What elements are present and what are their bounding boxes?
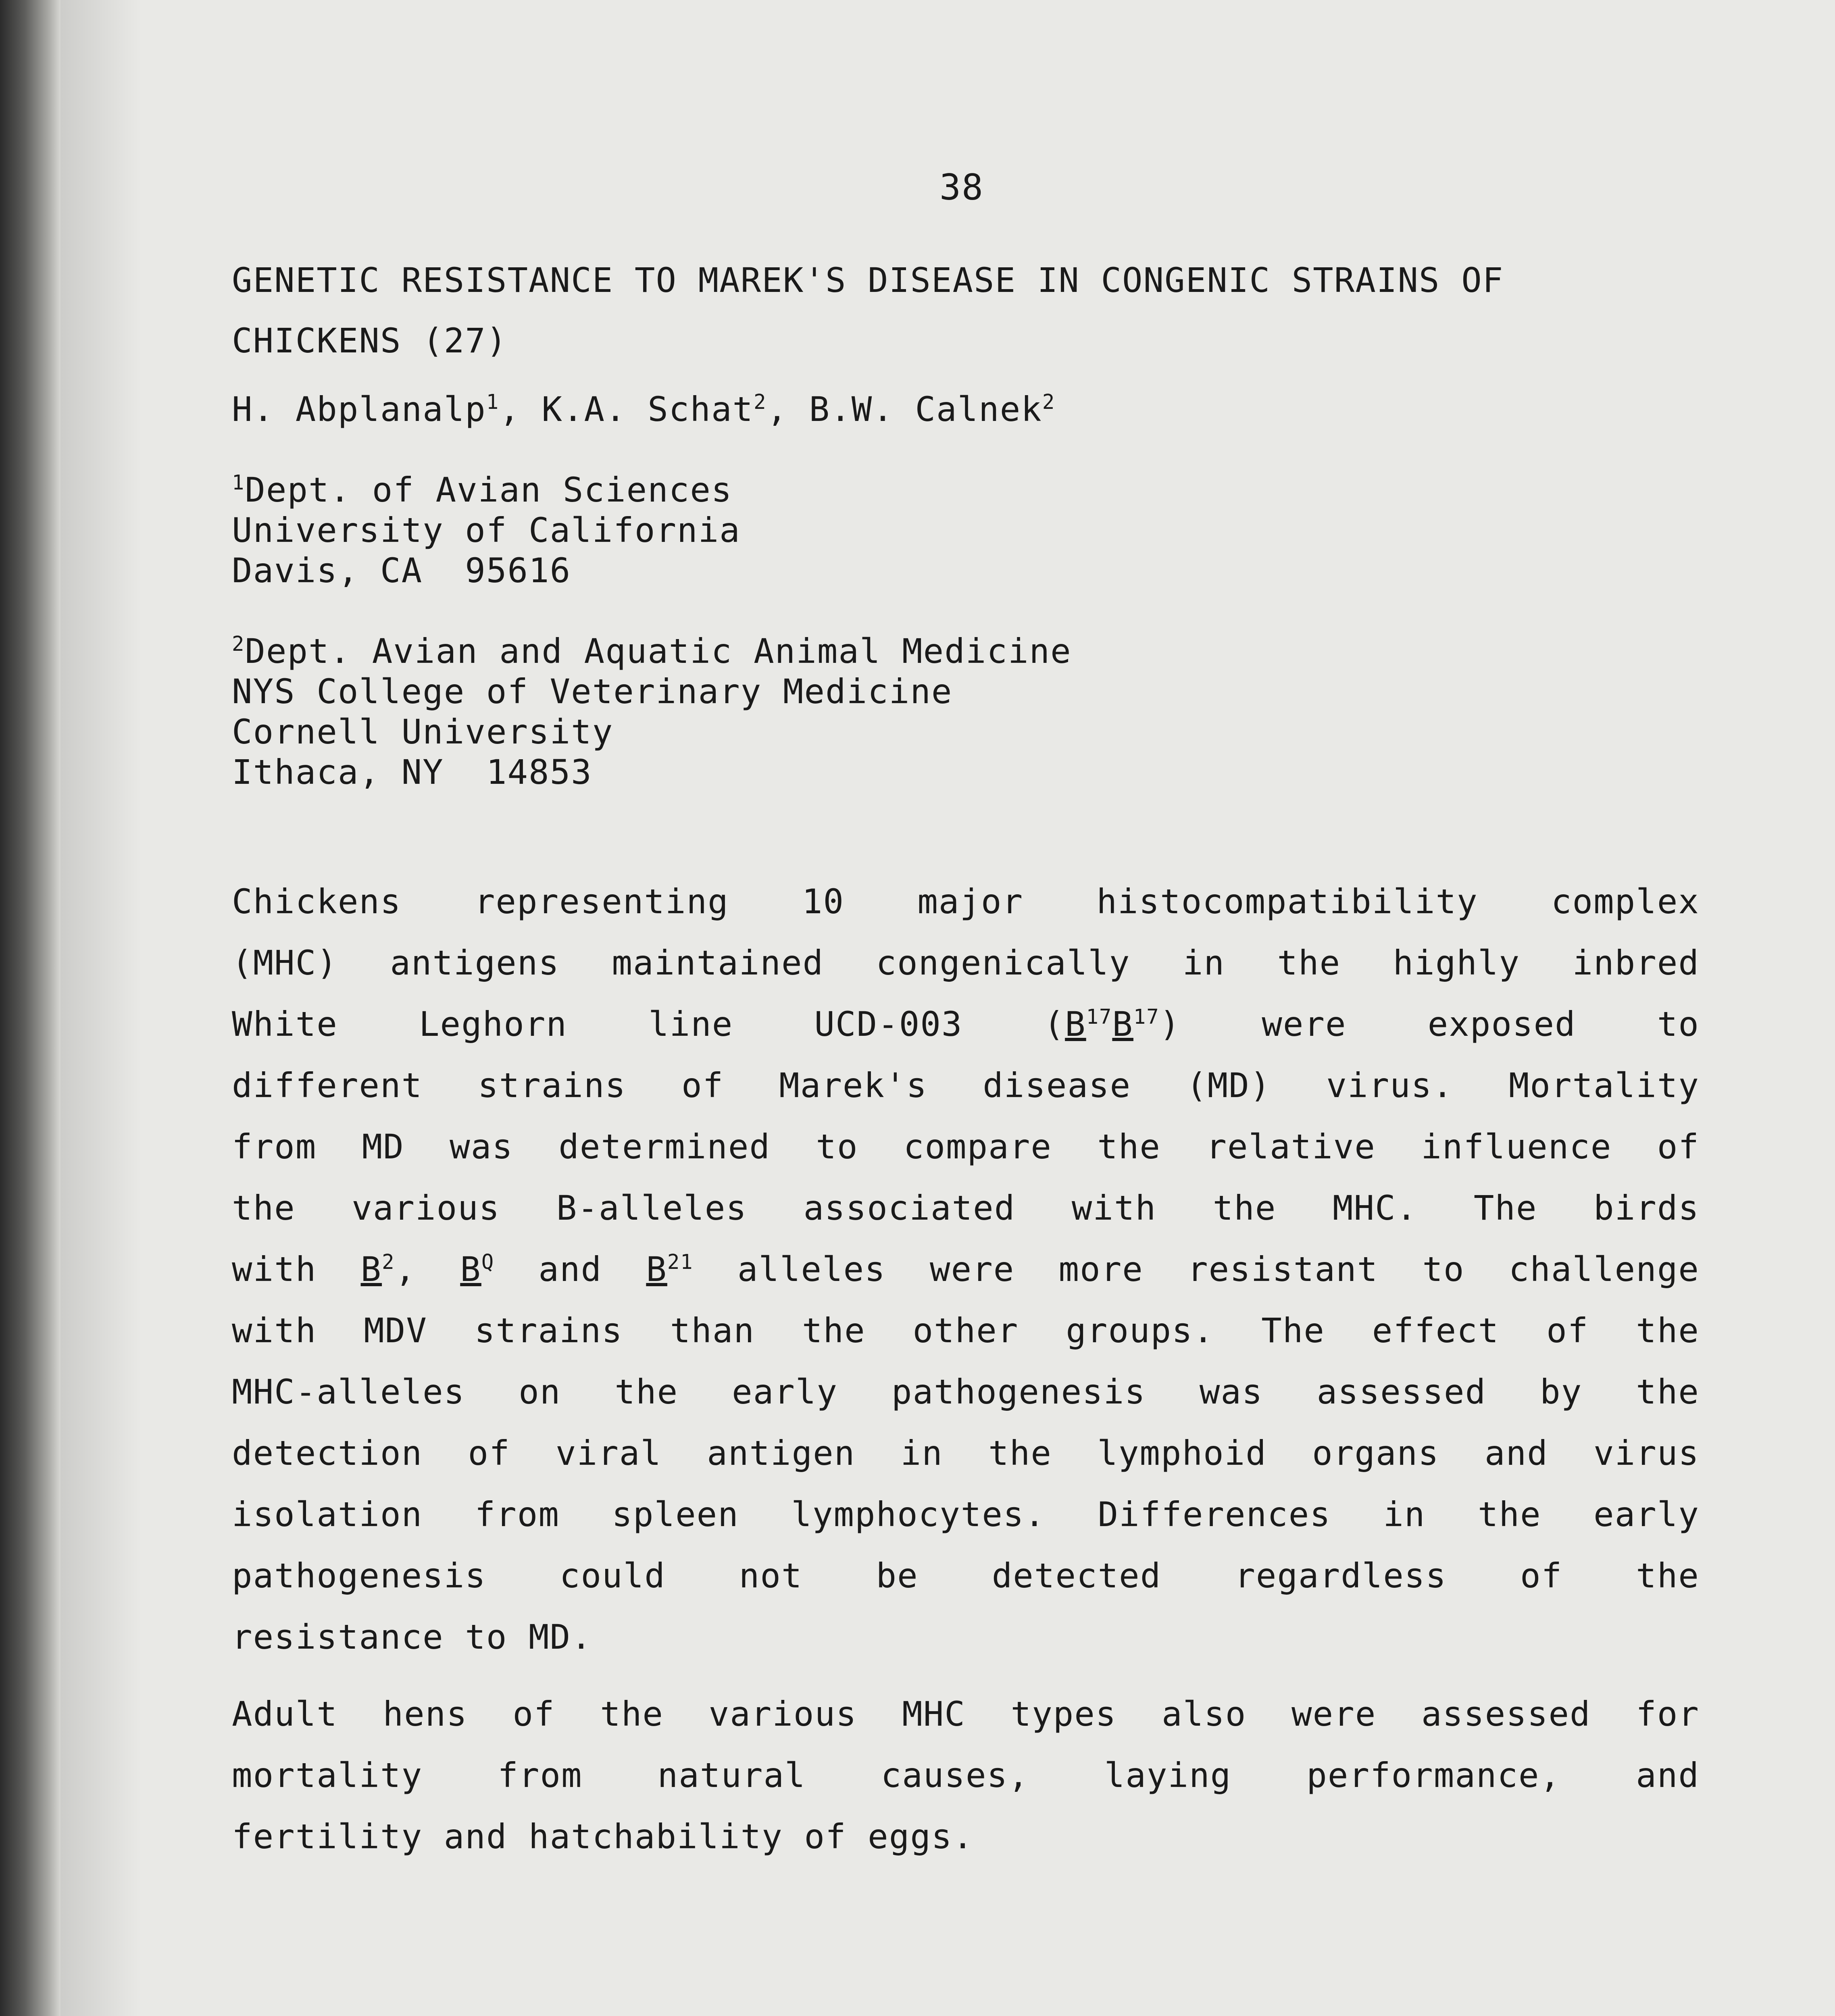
paragraph-line: with MDV strains than the other groups. The effect of the: [232, 1311, 1700, 1350]
allele-sup: 2: [382, 1250, 395, 1274]
paragraph-line: resistance to MD.: [232, 1617, 592, 1657]
allele-sup: 21: [667, 1250, 694, 1274]
author-sup: 2: [754, 389, 767, 414]
title: [232, 250, 1700, 371]
paragraph-line: [232, 993, 1700, 1055]
affiliation-1: [232, 470, 1700, 591]
text-run: alleles were more resistant to challenge: [693, 1250, 1700, 1289]
affiliation-line: Dept. of Avian Sciences: [245, 470, 733, 510]
paragraph-line: mortality from natural causes, laying performance, and: [232, 1756, 1700, 1795]
affiliation-line: Cornell University: [232, 712, 614, 752]
text-run: and: [494, 1250, 646, 1289]
paragraph-line: the various B-alleles associated with the MHC. The birds: [232, 1188, 1700, 1228]
paragraph-line: Chickens representing 10 major histocompatibility complex: [232, 882, 1700, 921]
author-schat: , K.A. Schat: [499, 389, 754, 429]
paragraph-line: MHC-alleles on the early pathogenesis was assessed by the: [232, 1372, 1700, 1412]
affiliation-line: Davis, CA 95616: [232, 551, 571, 590]
text-run: ) were exposed to: [1159, 1004, 1700, 1044]
abstract-paragraph-1: [232, 871, 1700, 1668]
paragraph-line: from MD was determined to compare the relative influence of: [232, 1127, 1700, 1166]
book-spine-shadow: [0, 0, 60, 2016]
affiliation-line: Dept. Avian and Aquatic Animal Medicine: [245, 631, 1072, 671]
author-sup: 1: [486, 389, 500, 414]
allele-sup: Q: [481, 1250, 495, 1274]
paragraph-line: pathogenesis could not be detected regardless of the: [232, 1556, 1700, 1595]
allele-symbol: B: [360, 1250, 382, 1289]
allele-symbol: B: [1065, 1004, 1086, 1044]
authors: [232, 389, 1700, 429]
affiliation-sup: 2: [232, 631, 245, 656]
author-abplanalp: H. Abplanalp: [232, 389, 486, 429]
title-line-2: CHICKENS (27): [232, 321, 508, 360]
page-number: 38: [939, 167, 984, 208]
affiliation-line: NYS College of Veterinary Medicine: [232, 672, 953, 711]
author-calnek: , B.W. Calnek: [766, 389, 1042, 429]
affiliation-sup: 1: [232, 470, 245, 494]
paragraph-line: fertility and hatchability of eggs.: [232, 1817, 974, 1856]
allele-symbol: B: [1112, 1004, 1133, 1044]
paragraph-line: [232, 1239, 1700, 1300]
title-line-1: GENETIC RESISTANCE TO MAREK'S DISEASE IN CONGENIC STRAINS OF: [232, 260, 1504, 300]
text-run: White Leghorn line UCD-003 (: [232, 1004, 1065, 1044]
paragraph-line: detection of viral antigen in the lymphoid organs and virus: [232, 1433, 1700, 1473]
author-sup: 2: [1042, 389, 1056, 414]
affiliation-line: University of California: [232, 510, 741, 550]
page-gutter-shade: [60, 0, 141, 2016]
abstract-paragraph-2: [232, 1683, 1700, 1867]
affiliation-line: Ithaca, NY 14853: [232, 752, 592, 792]
allele-symbol: B: [460, 1250, 481, 1289]
affiliation-2: [232, 631, 1700, 792]
text-run: with: [232, 1250, 361, 1289]
paragraph-line: Adult hens of the various MHC types also were assessed for: [232, 1694, 1700, 1734]
allele-sup: 17: [1133, 1004, 1160, 1029]
text-run: ,: [395, 1250, 460, 1289]
allele-symbol: B: [646, 1250, 667, 1289]
paragraph-line: isolation from spleen lymphocytes. Differences in the early: [232, 1495, 1700, 1534]
paragraph-line: (MHC) antigens maintained congenically in the highly inbred: [232, 943, 1700, 983]
paragraph-line: different strains of Marek's disease (MD) virus. Mortality: [232, 1066, 1700, 1105]
allele-sup: 17: [1086, 1004, 1112, 1029]
